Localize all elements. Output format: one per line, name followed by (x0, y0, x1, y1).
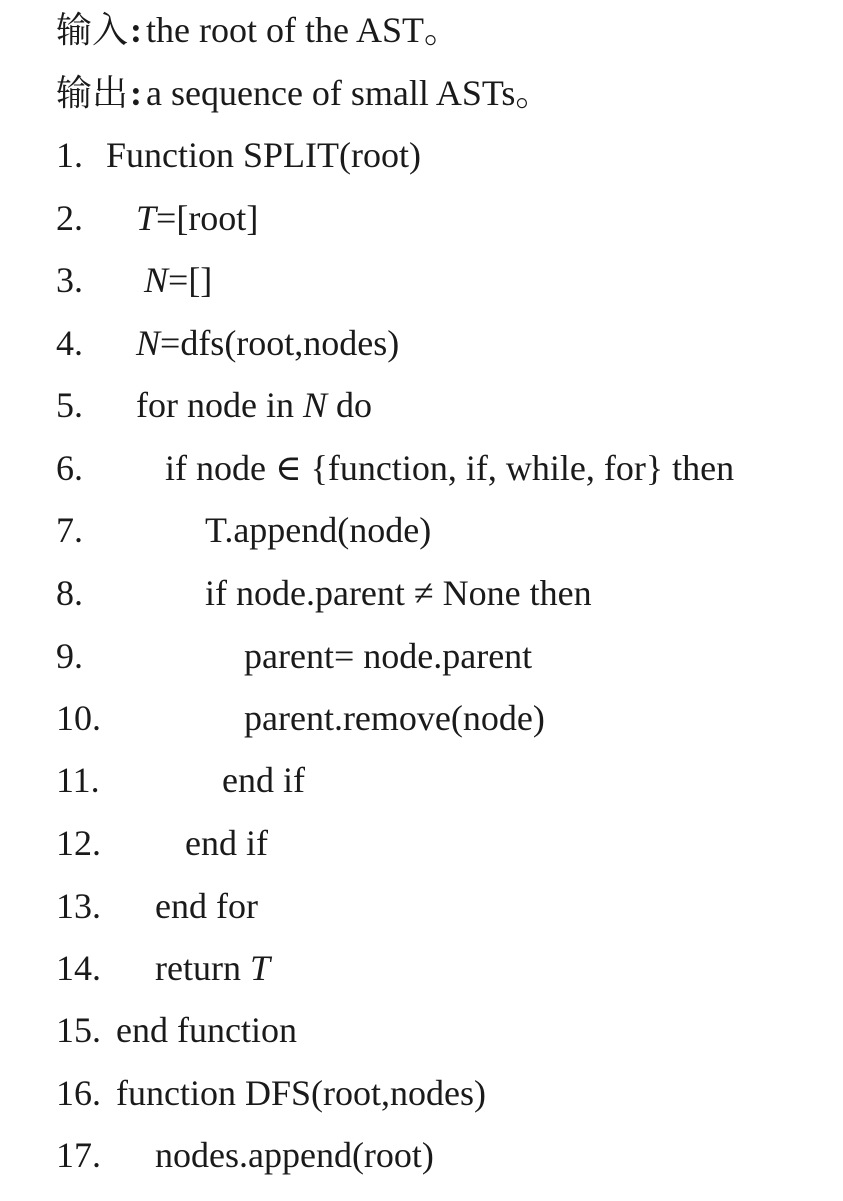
line-number: 13. (56, 886, 101, 926)
code-text: =[root] (156, 198, 259, 238)
line-number: 16. (56, 1073, 101, 1113)
code-text: T.append(node) (205, 510, 432, 550)
variable-T: T (249, 948, 270, 988)
code-text: if node.parent ≠ None then (205, 573, 592, 613)
line-number: 1. (56, 135, 83, 175)
code-text: if node ∈ {function, if, while, for} then (165, 448, 735, 488)
line-number: 11. (56, 760, 100, 800)
variable-N: N (302, 385, 327, 425)
input-colon: : (130, 10, 143, 50)
line-number: 12. (56, 823, 101, 863)
variable-N: N (144, 260, 169, 300)
code-text: =dfs(root,nodes) (160, 323, 400, 363)
code-text: for node in (136, 385, 303, 425)
code-text: =[] (168, 260, 213, 300)
line-number: 3. (56, 260, 83, 300)
line-number: 5. (56, 385, 83, 425)
line-number: 9. (56, 636, 83, 676)
code-text: parent.remove(node) (244, 698, 545, 738)
output-colon: : (130, 73, 143, 113)
code-text: end for (155, 886, 258, 926)
code-text: end function (116, 1010, 297, 1050)
code-text: nodes.append(root) (155, 1135, 434, 1175)
code-text: parent= node.parent (244, 636, 533, 676)
code-text: do (326, 385, 372, 425)
line-number: 2. (56, 198, 83, 238)
variable-T: T (136, 198, 157, 238)
line-number: 8. (56, 573, 83, 613)
output-text: a sequence of small ASTs。 (146, 73, 552, 113)
line-number: 6. (56, 448, 83, 488)
line-number: 14. (56, 948, 101, 988)
code-text: function DFS(root,nodes) (116, 1073, 486, 1113)
code-text: end if (185, 823, 268, 863)
line-number: 10. (56, 698, 101, 738)
code-text: Function SPLIT(root) (106, 135, 421, 175)
line-number: 7. (56, 510, 83, 550)
variable-N: N (136, 323, 161, 363)
code-text: end if (222, 760, 305, 800)
code-text: return (155, 948, 250, 988)
input-text: the root of the AST。 (146, 10, 460, 50)
input-label: 输入 (56, 10, 129, 50)
line-number: 4. (56, 323, 83, 363)
output-label: 输出 (56, 73, 129, 113)
line-number: 15. (56, 1010, 101, 1050)
line-number: 17. (56, 1135, 101, 1175)
